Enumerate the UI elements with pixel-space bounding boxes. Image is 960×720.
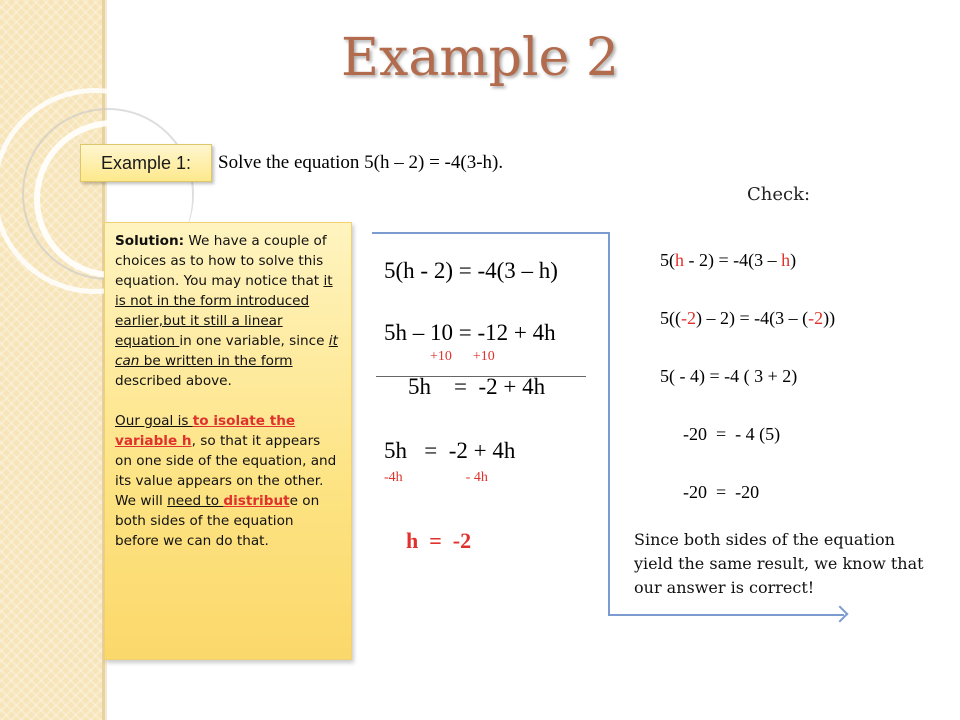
text-segment: it is not in the form introduced earlier, bbox=[115, 273, 333, 329]
example-tag: Example 1: bbox=[80, 144, 212, 182]
text-segment: Our goal is bbox=[115, 413, 193, 429]
solution-paragraph-1 bbox=[115, 231, 341, 391]
solution-paragraph-2 bbox=[115, 411, 341, 551]
conclusion-note: Since both sides of the equation yield the same result, we know that our answer is correct! bbox=[634, 530, 924, 597]
check-step-4: -20 = - 4 (5) bbox=[683, 424, 781, 444]
work-step-4: 5h = -2 + 4h bbox=[384, 438, 516, 463]
text-segment: it can bbox=[115, 333, 338, 369]
text-segment: We have a couple of choices as to how to solve this equation. You may notice that bbox=[115, 233, 327, 289]
text-segment: h bbox=[675, 250, 684, 270]
text-segment: need to bbox=[167, 493, 224, 509]
solution-note bbox=[104, 222, 352, 660]
arrow-head-icon bbox=[832, 606, 849, 623]
check-step-2 bbox=[660, 308, 835, 329]
text-segment: ) – 2) = -4(3 – ( bbox=[696, 308, 809, 328]
work-frame-line bbox=[372, 232, 610, 234]
text-segment: -2 bbox=[681, 308, 696, 328]
text-segment: , so that it appears on one side of the equation, and its value appears on the other. We will bbox=[115, 433, 337, 509]
work-step-1: 5(h - 2) = -4(3 – h) bbox=[384, 258, 558, 283]
check-step-3: 5( - 4) = -4 ( 3 + 2) bbox=[660, 366, 798, 386]
text-segment: - 2) = -4(3 – bbox=[684, 250, 782, 270]
text-segment: -2 bbox=[808, 308, 824, 328]
work-frame-line bbox=[608, 614, 844, 616]
work-add-note: +10 +10 bbox=[430, 349, 495, 364]
text-segment: described above. bbox=[115, 373, 232, 389]
work-subtract-note: -4h - 4h bbox=[384, 470, 488, 485]
check-step-5: -20 = -20 bbox=[683, 482, 760, 502]
work-step-3: 5h = -2 + 4h bbox=[408, 374, 546, 399]
text-segment: ) bbox=[790, 250, 797, 270]
problem-statement: Solve the equation 5(h – 2) = -4(3-h). bbox=[218, 152, 504, 173]
final-answer: h = -2 bbox=[406, 528, 472, 553]
text-segment: but it still a linear equation bbox=[115, 313, 283, 349]
work-step-2: 5h – 10 = -12 + 4h bbox=[384, 320, 556, 345]
text-segment: 5( bbox=[660, 250, 675, 270]
text-segment: be written in the form bbox=[139, 353, 293, 369]
text-segment: e on both sides of the equation before we can do that. bbox=[115, 493, 320, 549]
work-frame-line bbox=[608, 232, 610, 616]
check-label: Check: bbox=[747, 184, 811, 205]
text-segment: in one variable, since bbox=[179, 333, 329, 349]
text-segment: to isolate the variable h bbox=[115, 413, 296, 449]
check-step-1 bbox=[660, 250, 796, 271]
text-segment: )) bbox=[823, 308, 836, 328]
slide-title: Example 2 bbox=[341, 28, 619, 88]
text-segment: 5(( bbox=[660, 308, 681, 328]
text-segment: h bbox=[781, 250, 791, 270]
text-segment: Solution: bbox=[115, 233, 185, 249]
text-segment: distribut bbox=[223, 493, 290, 509]
